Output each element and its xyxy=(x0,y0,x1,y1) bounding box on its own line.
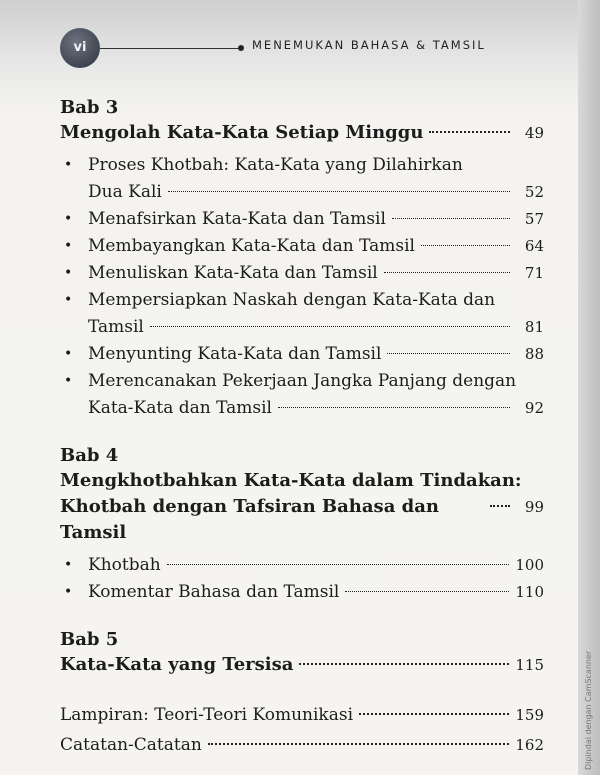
section-page: 71 xyxy=(524,264,544,282)
dot-leader xyxy=(359,713,509,715)
running-header xyxy=(38,22,578,62)
dot-leader xyxy=(392,218,510,219)
list-item: • Proses Khotbah: Kata-Kata yang Dilahirkan Dua Kali 52 xyxy=(88,152,544,206)
chapter-3 xyxy=(60,96,544,422)
dot-leader xyxy=(384,272,510,273)
dot-leader xyxy=(429,131,510,133)
appendix-item: Lampiran: Teori-Teori Komunikasi 159 xyxy=(60,700,544,730)
chapter-label: Bab 3 xyxy=(60,97,119,118)
page-number-badge: vi xyxy=(60,28,100,68)
section-page: 110 xyxy=(515,583,544,601)
section-page: 57 xyxy=(524,210,544,228)
chapter-title-row xyxy=(60,120,544,146)
list-item: • Khotbah 100 xyxy=(88,552,544,579)
dot-leader xyxy=(490,505,510,507)
chapter-label: Bab 4 xyxy=(60,445,119,466)
dot-leader xyxy=(345,591,509,592)
list-item: • Merencanakan Pekerjaan Jangka Panjang dengan Kata-Kata dan Tamsil 92 xyxy=(88,368,544,422)
dot-leader xyxy=(167,564,510,565)
list-item: • Menafsirkan Kata-Kata dan Tamsil 57 xyxy=(88,206,544,233)
list-item: • Mempersiapkan Naskah dengan Kata-Kata dan Tamsil 81 xyxy=(88,287,544,341)
section-page: 92 xyxy=(524,399,544,417)
list-item: • Komentar Bahasa dan Tamsil 110 xyxy=(88,579,544,606)
section-page: 88 xyxy=(524,345,544,363)
section-list xyxy=(60,152,544,422)
dot-leader xyxy=(278,407,510,408)
header-rule xyxy=(100,48,240,49)
book-title: MENEMUKAN BAHASA & TAMSIL xyxy=(252,38,486,52)
chapter-5 xyxy=(60,628,544,678)
dot-leader xyxy=(299,663,509,665)
list-item: • Membayangkan Kata-Kata dan Tamsil 64 xyxy=(88,233,544,260)
appendix-page: 159 xyxy=(515,706,544,724)
appendix-list xyxy=(60,700,544,760)
header-dot xyxy=(238,45,244,51)
appendix-item: Catatan-Catatan 162 xyxy=(60,730,544,760)
dot-leader xyxy=(150,326,510,327)
section-page: 81 xyxy=(524,318,544,336)
chapter-title: Khotbah dengan Tafsiran Bahasa dan Tamsil xyxy=(60,496,439,543)
appendix-page: 162 xyxy=(515,736,544,754)
list-item: • Menyunting Kata-Kata dan Tamsil 88 xyxy=(88,341,544,368)
chapter-page: 115 xyxy=(515,656,544,674)
list-item: • Menuliskan Kata-Kata dan Tamsil 71 xyxy=(88,260,544,287)
section-page: 64 xyxy=(524,237,544,255)
chapter-title: Kata-Kata yang Tersisa xyxy=(60,654,294,675)
chapter-title-row xyxy=(60,652,544,678)
table-of-contents xyxy=(60,96,544,760)
dot-leader xyxy=(208,743,510,745)
chapter-title-row xyxy=(60,494,544,546)
section-list xyxy=(60,552,544,606)
chapter-title: Mengkhotbahkan Kata-Kata dalam Tindakan: xyxy=(60,470,522,491)
section-page: 52 xyxy=(524,183,544,201)
dot-leader xyxy=(387,353,510,354)
chapter-title: Mengolah Kata-Kata Setiap Minggu xyxy=(60,122,424,143)
chapter-page: 99 xyxy=(524,498,544,516)
dot-leader xyxy=(421,245,510,246)
dot-leader xyxy=(168,191,510,192)
section-page: 100 xyxy=(515,556,544,574)
chapter-page: 49 xyxy=(524,124,544,142)
scan-watermark: Dipindai dengan CamScanner xyxy=(584,650,593,770)
chapter-label: Bab 5 xyxy=(60,629,119,650)
chapter-4 xyxy=(60,444,544,606)
